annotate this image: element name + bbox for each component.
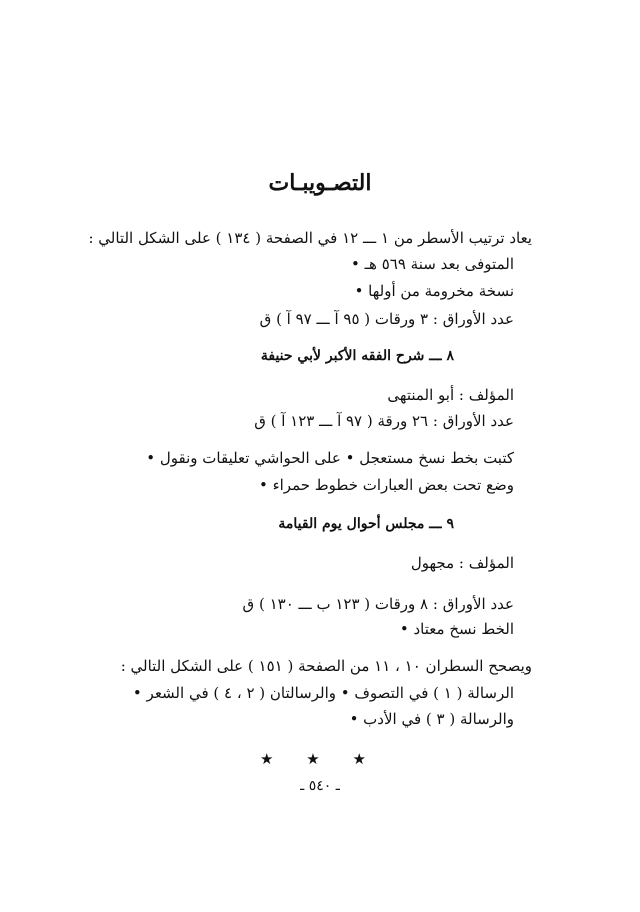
entry-8-leaves: عدد الأوراق : ٢٦ ورقة ( ٩٧ آ ـــ ١٢٣ آ ) ق	[254, 412, 514, 430]
page-number: ـ ٥٤٠ ـ	[300, 778, 340, 794]
entry-8-note-2: وضع تحت بعض العبارات خطوط حمراء •	[258, 476, 514, 494]
entry-8-heading: ٨ ـــ شرح الفقه الأكبر لأبي حنيفة	[260, 348, 454, 364]
intro-line-1: يعاد ترتيب الأسطر من ١ ـــ ١٢ في الصفحة ( ١٣٤ ) على الشكل التالي :	[88, 229, 532, 247]
entry-8-note-1: كتبت بخط نسخ مستعجل • على الحواشي تعليقات ونقول •	[146, 449, 514, 467]
page-title: التصـويبـات	[268, 170, 372, 196]
intro-line-4: عدد الأوراق : ٣ ورقات ( ٩٥ آ ـــ ٩٧ آ ) ق	[259, 310, 514, 328]
entry-8-author: المؤلف : أبو المنتهى	[387, 386, 514, 404]
entry-9-author: المؤلف : مجهول	[410, 554, 514, 572]
correction-line-3: والرسالة ( ٣ ) في الأدب •	[349, 710, 514, 728]
intro-line-3: نسخة مخرومة من أولها •	[354, 282, 514, 300]
intro-line-2: المتوفى بعد سنة ٥٦٩ هـ •	[351, 255, 514, 273]
entry-9-heading: ٩ ـــ مجلس أحوال يوم القيامة	[278, 516, 454, 532]
correction-line-2: الرسالة ( ١ ) في التصوف • والرسالتان ( ٢ ، ٤ ) في الشعر •	[132, 684, 514, 702]
correction-line-1: ويصحح السطران ١٠ ، ١١ من الصفحة ( ١٥١ ) على الشكل التالي :	[120, 657, 532, 675]
entry-9-script: الخط نسخ معتاد •	[399, 620, 514, 638]
section-ornament-stars: ★ ★ ★	[260, 750, 380, 768]
entry-9-leaves: عدد الأوراق : ٨ ورقات ( ١٢٣ ب ـــ ١٣٠ ) ق	[242, 595, 514, 613]
